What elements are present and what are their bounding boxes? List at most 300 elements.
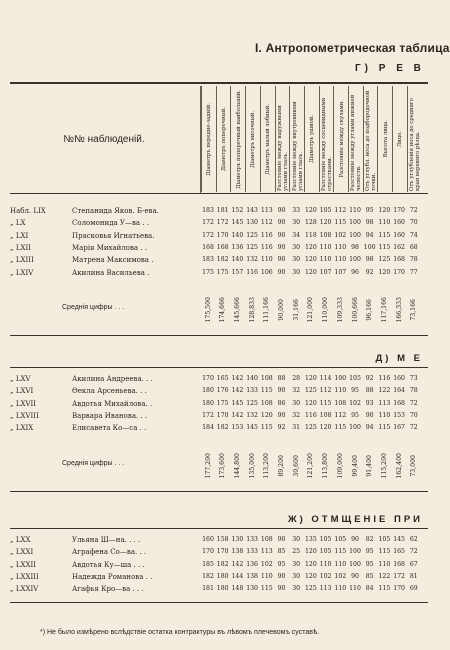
measurement-cell: 142 <box>231 387 244 395</box>
measurement-cell: 114 <box>319 375 332 382</box>
measurement-cell: 110 <box>319 560 332 568</box>
average-cell <box>217 291 229 329</box>
measurement-cell: 148 <box>231 585 244 593</box>
measurement-cell: 162 <box>393 243 405 251</box>
measurement-cell: 115 <box>260 387 273 395</box>
measurement-cell: 115 <box>260 585 273 593</box>
measurement-cell: 152 <box>231 207 244 214</box>
measurement-cell: 180 <box>216 585 229 593</box>
measurement-cell: 108 <box>260 399 273 407</box>
measurement-cell: 112 <box>334 411 347 419</box>
average-value: 90,000 <box>278 298 285 321</box>
subject-name: Елисавета Ко—са . . <box>72 424 147 433</box>
header-rule <box>10 193 428 194</box>
subject-name: Соломонида У—ва . . <box>72 219 150 228</box>
measurement-cell: 133 <box>246 536 258 543</box>
average-cell <box>334 291 346 329</box>
measurement-cell: 185 <box>202 560 214 568</box>
measurement-cell: 105 <box>319 548 332 556</box>
measurement-cell: 90 <box>277 231 286 239</box>
column-header <box>348 86 364 192</box>
average-cell <box>393 447 405 485</box>
table-row <box>10 242 428 254</box>
measurement-cell: 182 <box>202 572 214 580</box>
measurement-cell: 143 <box>246 207 258 214</box>
left-header-label: №№ наблюденій. <box>63 133 145 145</box>
measurement-cell: 112 <box>334 207 347 214</box>
column-header-label: Діаметръ передне-задній. <box>206 102 213 176</box>
average-cell <box>408 291 420 329</box>
measurement-cell: 133 <box>246 548 258 556</box>
column-header-label: Разстояніе между наружными углами глазъ. <box>276 105 289 191</box>
measurement-cell: 110 <box>319 243 332 251</box>
average-value: 113,800 <box>322 452 330 479</box>
measurement-cell: 110 <box>334 256 347 264</box>
measurement-cell: 172 <box>202 411 214 419</box>
column-header-label: Діаметръ височный. <box>250 110 257 168</box>
average-value: 99,400 <box>351 454 359 477</box>
section-rule <box>10 335 428 336</box>
top-rule <box>10 82 428 84</box>
measurement-cell: 125 <box>378 256 391 264</box>
measurement-cell: 110 <box>334 243 347 251</box>
measurement-cell: 170 <box>216 411 229 419</box>
subject-name: Марія Михайлова . . <box>72 243 147 252</box>
measurement-cell: 160 <box>393 375 405 382</box>
measurement-cell: 112 <box>260 219 273 227</box>
measurement-cell: 95 <box>351 387 359 395</box>
measurement-cell: 138 <box>231 548 244 556</box>
measurement-cell: 142 <box>231 375 244 382</box>
measurement-cell: 105 <box>349 375 361 382</box>
average-value: 113,200 <box>263 452 271 479</box>
measurement-cell: 133 <box>246 387 258 395</box>
measurement-cell: 125 <box>304 585 317 593</box>
measurement-cell: 115 <box>378 231 391 239</box>
measurement-cell: 168 <box>216 243 229 251</box>
measurement-cell: 31 <box>292 424 301 432</box>
subject-name: Ульяна Ш—на. . . . <box>72 536 141 544</box>
section-rule <box>10 602 428 603</box>
measurement-cell: 110 <box>334 560 347 568</box>
observation-number: „ LXVII <box>10 399 37 408</box>
measurement-cell: 28 <box>292 375 301 382</box>
average-value: 174,666 <box>219 297 227 323</box>
measurement-cell: 100 <box>349 560 361 568</box>
measurement-cell: 78 <box>409 256 418 264</box>
page-subtitle: Г) Р Е В <box>355 63 425 74</box>
measurement-cell: 145 <box>231 219 244 227</box>
measurement-cell: 110 <box>378 560 391 568</box>
column-header <box>230 86 246 192</box>
table-row <box>10 267 428 279</box>
average-cell <box>246 447 258 485</box>
measurement-cell: 122 <box>378 572 391 580</box>
measurement-cell: 172 <box>393 572 405 580</box>
left-header <box>10 86 198 192</box>
measurement-cell: 120 <box>304 572 317 580</box>
measurement-cell: 90 <box>277 207 286 214</box>
measurement-cell: 160 <box>393 231 405 239</box>
table-row <box>10 422 428 434</box>
average-cell <box>349 447 361 485</box>
measurement-cell: 116 <box>260 243 273 251</box>
measurement-cell: 181 <box>216 207 229 214</box>
measurement-cell: 170 <box>202 548 214 556</box>
measurement-cell: 92 <box>277 424 286 432</box>
measurement-cell: 170 <box>202 375 214 382</box>
measurement-cell: 108 <box>260 375 273 382</box>
measurement-cell: 110 <box>378 219 391 227</box>
measurement-cell: 145 <box>231 399 244 407</box>
column-header <box>363 86 379 192</box>
measurement-cell: 115 <box>334 219 347 227</box>
average-value: 144,800 <box>233 452 241 479</box>
average-value: 121,000 <box>307 297 315 323</box>
measurement-cell: 120 <box>319 424 332 432</box>
measurement-cell: 115 <box>378 548 391 556</box>
measurement-cell: 116 <box>304 411 317 419</box>
table-row <box>10 254 428 266</box>
measurement-cell: 100 <box>349 231 361 239</box>
average-value: 109,333 <box>336 297 344 323</box>
measurement-cell: 32 <box>292 411 301 419</box>
measurement-cell: 120 <box>304 268 317 276</box>
measurement-cell: 160 <box>393 219 405 227</box>
table-row <box>10 534 428 546</box>
measurement-cell: 153 <box>231 424 244 432</box>
measurement-cell: 170 <box>393 207 405 214</box>
observation-number: „ LXXIV <box>10 585 39 594</box>
measurement-cell: 72 <box>409 207 418 214</box>
measurement-cell: 108 <box>319 411 332 419</box>
average-cell <box>393 291 405 329</box>
measurement-cell: 175 <box>202 268 214 276</box>
average-value: 177,200 <box>204 452 212 479</box>
average-label: Среднія цифры . . . <box>62 303 125 311</box>
measurement-cell: 110 <box>334 585 347 593</box>
average-cell <box>349 291 361 329</box>
measurement-cell: 113 <box>260 548 273 556</box>
observation-number: „ LXVIII <box>10 411 39 420</box>
average-cell <box>320 291 332 329</box>
measurement-cell: 90 <box>351 536 359 543</box>
measurement-cell: 105 <box>319 536 332 543</box>
measurement-cell: 116 <box>246 268 258 276</box>
measurement-cell: 90 <box>277 411 286 419</box>
column-header-label: Діаметръ ушной. <box>309 115 316 163</box>
measurement-cell: 130 <box>246 219 258 227</box>
measurement-cell: 62 <box>409 536 418 543</box>
table-row <box>10 217 428 229</box>
measurement-cell: 30 <box>292 219 301 227</box>
observation-number: „ LXI <box>10 231 29 240</box>
measurement-cell: 140 <box>246 375 258 382</box>
observation-number: „ LXIV <box>10 268 34 277</box>
measurement-cell: 92 <box>365 268 374 276</box>
column-divider <box>200 86 201 193</box>
measurement-cell: 120 <box>304 548 317 556</box>
measurement-cell: 98 <box>365 256 374 264</box>
measurement-cell: 90 <box>277 585 286 593</box>
measurement-cell: 110 <box>349 585 361 593</box>
column-header-label: Разстояніе между скулами. <box>338 100 345 178</box>
measurement-cell: 105 <box>378 536 391 543</box>
measurement-cell: 140 <box>231 231 244 239</box>
subject-name: Ѳекла Арсеньева. . . <box>72 387 147 396</box>
measurement-cell: 136 <box>246 560 258 568</box>
measurement-cell: 30 <box>292 572 301 580</box>
observation-number: „ LXXI <box>10 548 34 557</box>
measurement-cell: 78 <box>409 387 418 395</box>
section-rule <box>10 491 428 492</box>
observation-number: „ LXV <box>10 375 31 383</box>
average-value: 128,833 <box>248 297 256 323</box>
footnote: *) Не было измѣрено вслѣдствіе остатка контрактуры въ лѣвомъ плечевомъ суставѣ. <box>40 629 320 636</box>
measurement-cell: 102 <box>334 231 347 239</box>
measurement-cell: 167 <box>393 424 405 432</box>
average-value: 111,166 <box>263 297 271 323</box>
measurement-cell: 72 <box>409 399 418 407</box>
measurement-cell: 181 <box>202 585 214 593</box>
measurement-cell: 108 <box>334 399 347 407</box>
measurement-cell: 112 <box>319 387 332 395</box>
average-cell <box>202 447 214 485</box>
average-value: 109,000 <box>336 452 344 479</box>
measurement-cell: 130 <box>231 536 244 543</box>
measurement-cell: 67 <box>409 560 418 568</box>
measurement-cell: 182 <box>216 560 229 568</box>
measurement-cell: 100 <box>349 256 361 264</box>
measurement-cell: 90 <box>277 268 286 276</box>
table-row <box>10 385 428 397</box>
measurement-cell: 102 <box>260 560 273 568</box>
subject-name: Акилина Андреева. . . <box>72 375 153 383</box>
measurement-cell: 106 <box>260 268 273 276</box>
measurement-cell: 172 <box>216 219 229 227</box>
section-rule <box>10 528 428 529</box>
measurement-cell: 25 <box>292 548 301 556</box>
measurement-cell: 165 <box>393 548 405 556</box>
measurement-cell: 82 <box>365 536 374 543</box>
measurement-cell: 95 <box>365 560 374 568</box>
column-header <box>304 86 320 192</box>
average-value: 173,600 <box>219 452 227 479</box>
measurement-cell: 136 <box>231 243 244 251</box>
average-cell <box>290 447 302 485</box>
measurement-cell: 125 <box>304 424 317 432</box>
average-value: 115,200 <box>380 452 388 479</box>
column-header-label: Отъ углубл. носа до подбородочной точки. <box>365 90 378 191</box>
measurement-cell: 132 <box>246 256 258 264</box>
column-header-label: Діаметръ малый лобный. <box>265 103 272 175</box>
observation-number: „ LXXIII <box>10 572 39 581</box>
measurement-cell: 90 <box>365 411 374 419</box>
measurement-cell: 77 <box>409 268 418 276</box>
measurement-cell: 170 <box>393 585 405 593</box>
observation-number: „ LXVI <box>10 387 34 396</box>
measurement-cell: 125 <box>246 243 258 251</box>
measurement-cell: 100 <box>334 375 347 382</box>
measurement-cell: 95 <box>277 560 286 568</box>
section-heading: Д) М Е <box>375 353 423 364</box>
measurement-cell: 165 <box>216 375 229 382</box>
table-row <box>10 230 428 242</box>
measurement-cell: 115 <box>319 399 332 407</box>
measurement-cell: 110 <box>319 256 332 264</box>
table-row <box>10 559 428 571</box>
column-header-label: Разстояніе между углами нижней челюсти. <box>350 94 363 191</box>
average-cell <box>231 447 243 485</box>
measurement-cell: 168 <box>393 256 405 264</box>
average-value: 166,333 <box>395 297 403 323</box>
measurement-cell: 100 <box>363 243 376 251</box>
measurement-cell: 69 <box>409 585 418 593</box>
measurement-cell: 170 <box>216 548 229 556</box>
measurement-cell: 168 <box>202 243 214 251</box>
average-cell <box>408 447 420 485</box>
measurement-cell: 93 <box>365 399 374 407</box>
section-rule <box>10 367 428 368</box>
measurement-cell: 142 <box>231 560 244 568</box>
average-cell <box>276 291 288 329</box>
measurement-cell: 108 <box>319 231 332 239</box>
measurement-cell: 116 <box>378 375 391 382</box>
measurement-cell: 34 <box>292 231 301 239</box>
average-value: 73,166 <box>410 298 418 321</box>
average-value: 175,500 <box>204 297 212 323</box>
measurement-cell: 102 <box>349 399 361 407</box>
measurement-cell: 135 <box>304 536 317 543</box>
measurement-cell: 33 <box>292 207 301 214</box>
measurement-cell: 68 <box>409 243 418 251</box>
measurement-cell: 92 <box>365 375 374 382</box>
column-header <box>319 86 335 192</box>
average-cell <box>261 291 273 329</box>
measurement-cell: 182 <box>216 424 229 432</box>
average-value: 110,000 <box>322 297 330 323</box>
section-heading: Ж) ОТМЩЕНІЕ ПРИ <box>288 514 423 525</box>
measurement-cell: 115 <box>378 424 391 432</box>
average-cell <box>364 447 376 485</box>
subject-name: Акилина Васильева . <box>72 268 150 277</box>
measurement-cell: 130 <box>246 585 258 593</box>
measurement-cell: 90 <box>277 219 286 227</box>
measurement-cell: 107 <box>319 268 332 276</box>
average-value: 121,200 <box>307 452 315 479</box>
measurement-cell: 105 <box>334 536 347 543</box>
measurement-cell: 182 <box>216 256 229 264</box>
column-header <box>216 86 232 192</box>
measurement-cell: 168 <box>393 560 405 568</box>
measurement-cell: 176 <box>216 387 229 395</box>
measurement-cell: 142 <box>231 411 244 419</box>
column-header-label: Разстояніе между внутренними углами глазъ. <box>291 101 304 191</box>
subject-name: Авдотья Михайлова. . <box>72 399 153 408</box>
measurement-cell: 70 <box>409 411 418 419</box>
average-cell <box>305 447 317 485</box>
measurement-cell: 115 <box>334 548 347 556</box>
measurement-cell: 120 <box>378 207 391 214</box>
measurement-cell: 160 <box>202 536 214 543</box>
measurement-cell: 120 <box>304 256 317 264</box>
measurement-cell: 30 <box>292 536 301 543</box>
average-cell <box>276 447 288 485</box>
measurement-cell: 88 <box>277 375 286 382</box>
measurement-cell: 115 <box>378 585 391 593</box>
measurement-cell: 74 <box>409 231 418 239</box>
subject-name: Авдотья Ку—ша . . . <box>72 560 145 569</box>
measurement-cell: 102 <box>334 572 347 580</box>
column-header <box>377 86 393 192</box>
measurement-cell: 110 <box>378 411 391 419</box>
measurement-cell: 85 <box>365 572 374 580</box>
measurement-cell: 115 <box>260 424 273 432</box>
measurement-cell: 90 <box>277 387 286 395</box>
average-cell <box>246 291 258 329</box>
average-value: 100,666 <box>351 297 359 323</box>
measurement-cell: 86 <box>277 399 286 407</box>
average-value: 145,666 <box>233 297 241 323</box>
observation-number: Набл. LIX <box>10 207 46 215</box>
measurement-cell: 95 <box>365 548 374 556</box>
measurement-cell: 30 <box>292 399 301 407</box>
average-value: 117,166 <box>380 297 388 323</box>
measurement-cell: 153 <box>393 411 405 419</box>
subject-name: Надежда Романова . . <box>72 572 153 581</box>
average-cell <box>334 447 346 485</box>
column-header <box>260 86 276 192</box>
measurement-cell: 125 <box>246 231 258 239</box>
measurement-cell: 115 <box>378 243 391 251</box>
measurement-cell: 73 <box>409 375 418 382</box>
average-cell <box>305 291 317 329</box>
measurement-cell: 90 <box>351 572 359 580</box>
subject-name: Матрена Максимова . <box>72 256 154 265</box>
measurement-cell: 140 <box>231 256 244 264</box>
measurement-cell: 98 <box>351 243 359 251</box>
average-value: 31,166 <box>292 298 300 321</box>
measurement-cell: 108 <box>260 536 273 543</box>
average-cell <box>320 447 332 485</box>
measurement-cell: 120 <box>378 268 391 276</box>
measurement-cell: 120 <box>260 411 273 419</box>
column-header <box>275 86 291 192</box>
measurement-cell: 158 <box>216 536 229 543</box>
measurement-cell: 110 <box>260 256 273 264</box>
measurement-cell: 95 <box>351 411 359 419</box>
observation-number: „ LXXII <box>10 560 36 569</box>
measurement-cell: 30 <box>292 585 301 593</box>
measurement-cell: 138 <box>246 572 258 580</box>
measurement-cell: 110 <box>260 572 273 580</box>
measurement-cell: 105 <box>319 207 332 214</box>
average-cell <box>217 447 229 485</box>
column-header-label: Лицо. <box>397 130 404 148</box>
column-header <box>201 86 217 192</box>
measurement-cell: 183 <box>202 256 214 264</box>
observation-number: „ LX <box>10 219 26 228</box>
column-header <box>289 86 305 192</box>
observation-number: „ LXIX <box>10 424 34 433</box>
measurement-cell: 85 <box>277 548 286 556</box>
column-header-label: Діаметръ поперечный наибольшій. <box>235 89 242 189</box>
measurement-cell: 115 <box>334 424 347 432</box>
measurement-cell: 70 <box>409 219 418 227</box>
measurement-cell: 84 <box>365 585 374 593</box>
measurement-cell: 180 <box>202 399 214 407</box>
average-value: 135,000 <box>248 452 256 479</box>
